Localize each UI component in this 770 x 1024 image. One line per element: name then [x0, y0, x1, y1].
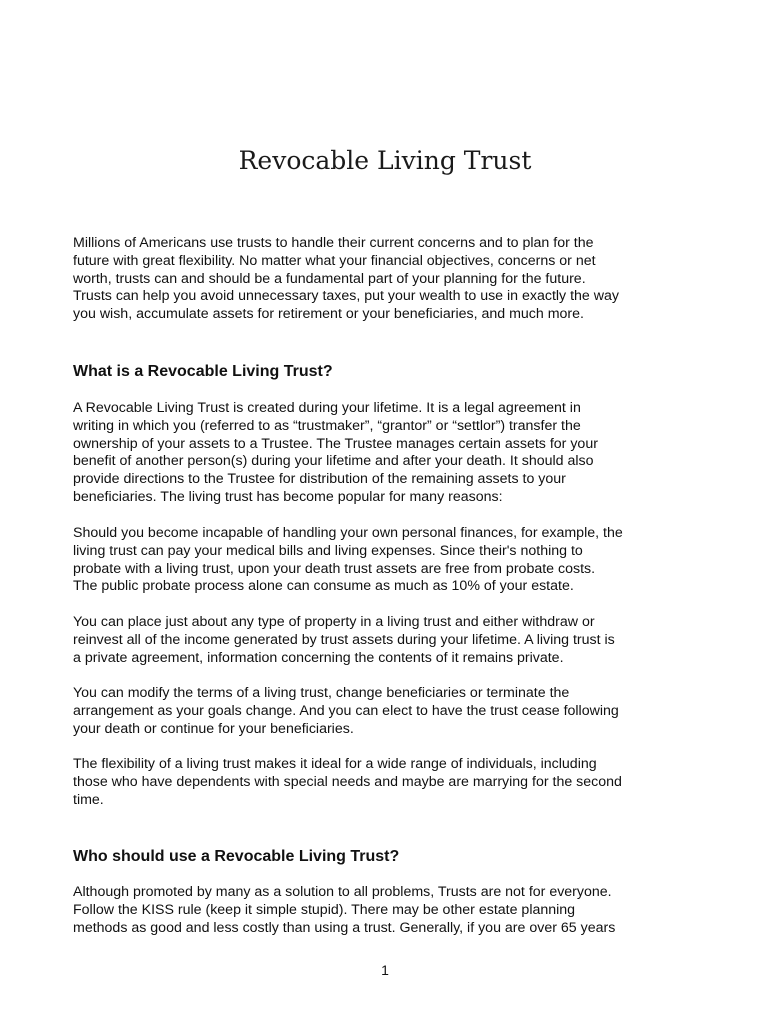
paragraph-modify: You can modify the terms of a living trust, change beneficiaries or terminate the arrangement as your goals change. And you can elect to have the trust cease following your death or continue for your beneficiaries.: [73, 685, 619, 737]
section-heading-what-is: What is a Revocable Living Trust?: [73, 363, 333, 380]
paragraph-definition: A Revocable Living Trust is created during your lifetime. It is a legal agreement in writing in which you (referred to as “trustmaker”, “grantor” or “settlor”) transfer the ownership of your assets to a Trustee. The Trustee manages certain assets for your benefit of another person(s) during your lifetime and after your death. It should also provide directions to the Trustee for distribution of the remaining assets to your beneficiaries. The living trust has become popular for many reasons:: [73, 400, 598, 505]
document-title: Revocable Living Trust: [238, 146, 532, 175]
intro-paragraph: Millions of Americans use trusts to handle their current concerns and to plan for the future with great flexibility. No matter what your financial objectives, concerns or net worth, trusts can and should be a fundamental part of your planning for the future. Trusts can help you avoid unnecessary taxes, put your wealth to use in exactly the way you wish, accumulate assets for retirement or your beneficiaries, and much more.: [73, 235, 619, 323]
page-number: 1: [381, 962, 389, 978]
paragraph-property: You can place just about any type of property in a living trust and either withdraw or reinvest all of the income generated by trust assets during your lifetime. A living trust is a private agreement, information concerning the contents of it remains private.: [73, 614, 615, 666]
paragraph-incapacity: Should you become incapable of handling your own personal finances, for example, the living trust can pay your medical bills and living expenses. Since their's nothing to probate with a living trust, upon your death trust assets are free from probate costs. The public probate process alone can consume as much as 10% of your estate.: [73, 525, 623, 595]
section-heading-who-should: Who should use a Revocable Living Trust?: [73, 848, 400, 865]
paragraph-who-should: Although promoted by many as a solution to all problems, Trusts are not for everyone. Follow the KISS rule (keep it simple stupid). There may be other estate planning methods as good and less costly than using a trust. Generally, if you are over 65 years: [73, 884, 616, 936]
paragraph-flexibility: The flexibility of a living trust makes it ideal for a wide range of individuals, including those who have dependents with special needs and maybe are marrying for the second time.: [73, 756, 622, 808]
